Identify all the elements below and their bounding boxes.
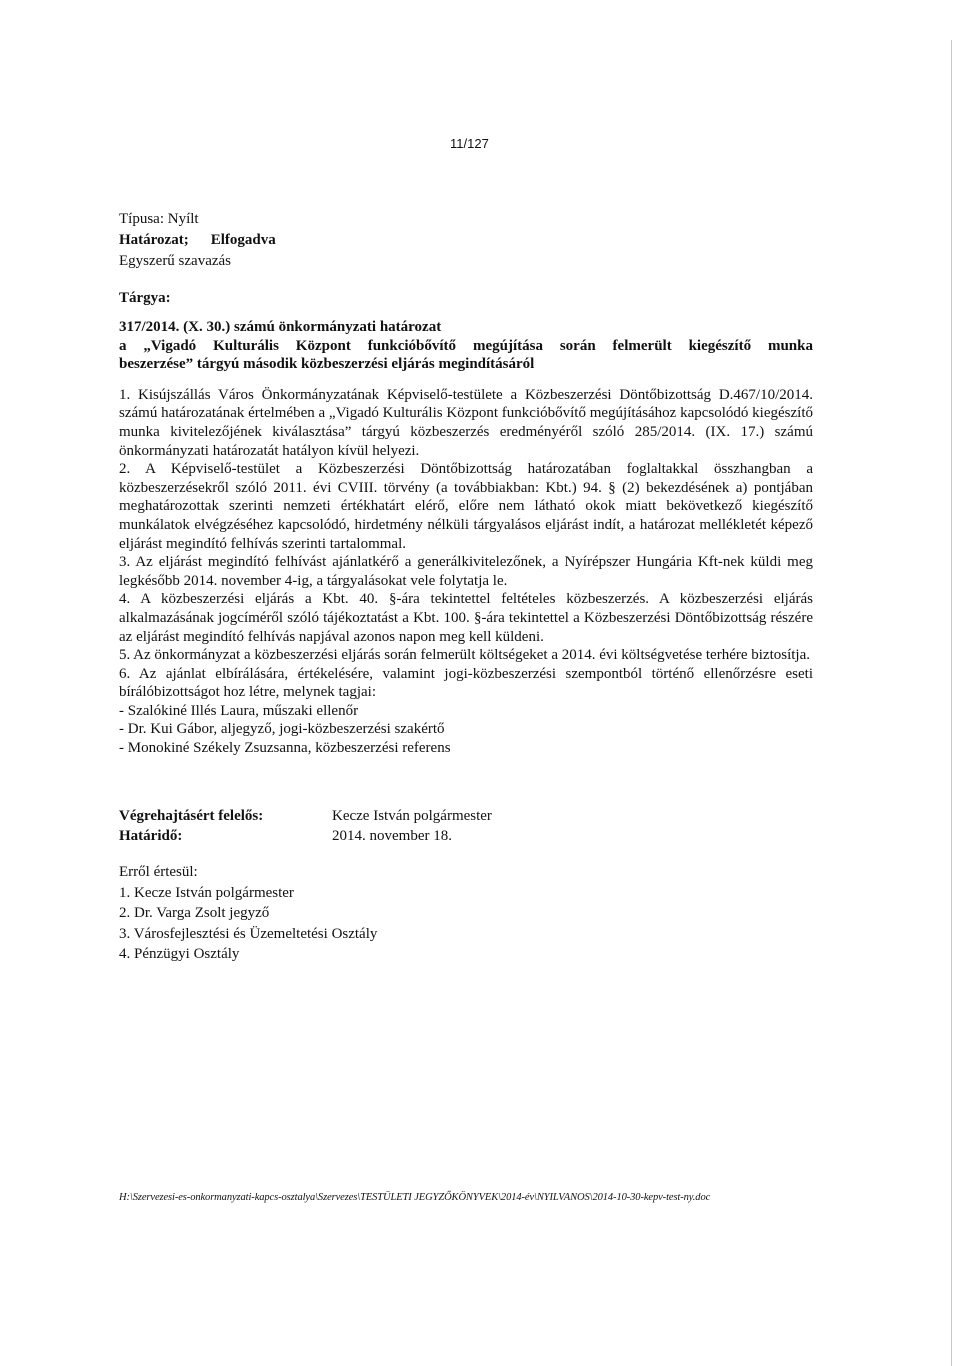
resolution-body [119,318,813,758]
deadline-value: 2014. november 18. [332,828,452,844]
resolution-number: 317/2014. (X. 30.) számú önkormányzati határozat [119,319,442,335]
file-path-footer: H:\Szervezesi-es-onkormanyzati-kapcs-osztalya\Szervezes\TESTÜLETI JEGYZŐKÖNYVEK\2014-év\NYILVANOS\2014-10-30-kepv-test-ny.doc [119,1192,711,1203]
resolution-point-3: 3. Az eljárást megindító felhívást ajánlatkérő a generálkivitelezőnek, a Nyírépszer Hungária Kft-nek küldi meg legkésőbb 2014. november 4-ig, a tárgyalásokat vele folytatja le. [119,554,813,589]
committee-member: - Szalókiné Illés Laura, műszaki ellenőr [119,702,359,719]
document-type: Típusa: Nyílt [119,211,199,227]
resolution-title-line-1: a „Vigadó Kulturális Központ funkcióbővítő megújítása során felmerült kiegészítő munka [119,337,813,354]
notification-recipient: 1. Kecze István polgármester [119,884,294,901]
responsibility-block [119,806,492,846]
resolution-title-line-2: beszerzése” tárgyú második közbeszerzési eljárás megindításáról [119,356,535,373]
notification-block [119,862,377,965]
committee-members [119,702,813,758]
notification-recipient: 2. Dr. Varga Zsolt jegyző [119,905,270,921]
resolution-point-6: 6. Az ajánlat elbírálására, értékelésére, valamint jogi-közbeszerzési szempontból történő ellenőrzésre eseti bírálóbizottságot hoz létre, melynek tagjai: [119,665,813,701]
decision-label: Határozat; [119,232,189,248]
resolution-point-5: 5. Az önkormányzat a közbeszerzési eljárás során felmerült költségeket a 2014. évi költségvetése terhére biztosítja. [119,647,810,664]
notification-title: Erről értesül: [119,864,198,880]
executor-row [119,806,492,826]
notification-recipient: 4. Pénzügyi Osztály [119,946,240,962]
deadline-row [119,826,492,846]
decision-value: Elfogadva [210,232,276,248]
notification-list [119,883,377,965]
resolution-point-2: 2. A Képviselő-testület a Közbeszerzési Döntőbizottság határozatában foglaltakkal összhangban a közbeszerzésekről szóló 2011. évi CVIII. törvény (a továbbiakban: Kbt.) 94. § (2) bekezdésének a) pontjában meghatározottak szerinti nemzeti értékhatárt elérő, előre nem látható okok miatt bekövetkező kiegészítő munkálatok elvégzéséhez kapcsolódó, hirdetmény nélküli tárgyalásos eljárást indít, a határozat mellékletét képező eljárást megindító felhívás szerinti tartalommal. [119,461,813,552]
deadline-label: Határidő: [119,828,183,844]
resolution-point-1: 1. Kisújszállás Város Önkormányzatának Képviselő-testülete a Közbeszerzési Döntőbizottság D.467/10/2014. számú határozatának értelmében a „Vigadó Kulturális Központ funkcióbővítő megújításához kapcsolódó kiegészítő munka kivitelezőjének kiválasztása” tárgyú közbeszerzés eredményéről szóló 285/2014. (IX. 17.) számú önkormányzati határozatát hatályon kívül helyezi. [119,386,813,459]
executor-label: Végrehajtásért felelős: [119,808,264,824]
decision-status [119,229,276,251]
vote-type: Egyszerű szavazás [119,253,232,269]
page-edge [951,40,952,1366]
committee-member: - Monokiné Székely Zsuzsanna, közbeszerzési referens [119,740,451,757]
resolution-point-4: 4. A közbeszerzési eljárás a Kbt. 40. §-ára tekintettel feltételes közbeszerzés. A közbeszerzési eljárás alkalmazásának jogcíméről szóló tájékoztatást a Kbt. 100. §-ára tekintettel a Közbeszerzési Döntőbizottság részére az eljárást megindító felhívás napjával azonos napon meg kell küldeni. [119,591,813,645]
committee-member: - Dr. Kui Gábor, aljegyző, jogi-közbeszerzési szakértő [119,721,445,738]
notification-recipient: 3. Városfejlesztési és Üzemeltetési Osztály [119,925,378,942]
resolution-heading [119,318,813,374]
subject-label: Tárgya: [119,290,171,306]
executor-value: Kecze István polgármester [332,808,492,824]
page-number: 11/127 [450,136,489,151]
